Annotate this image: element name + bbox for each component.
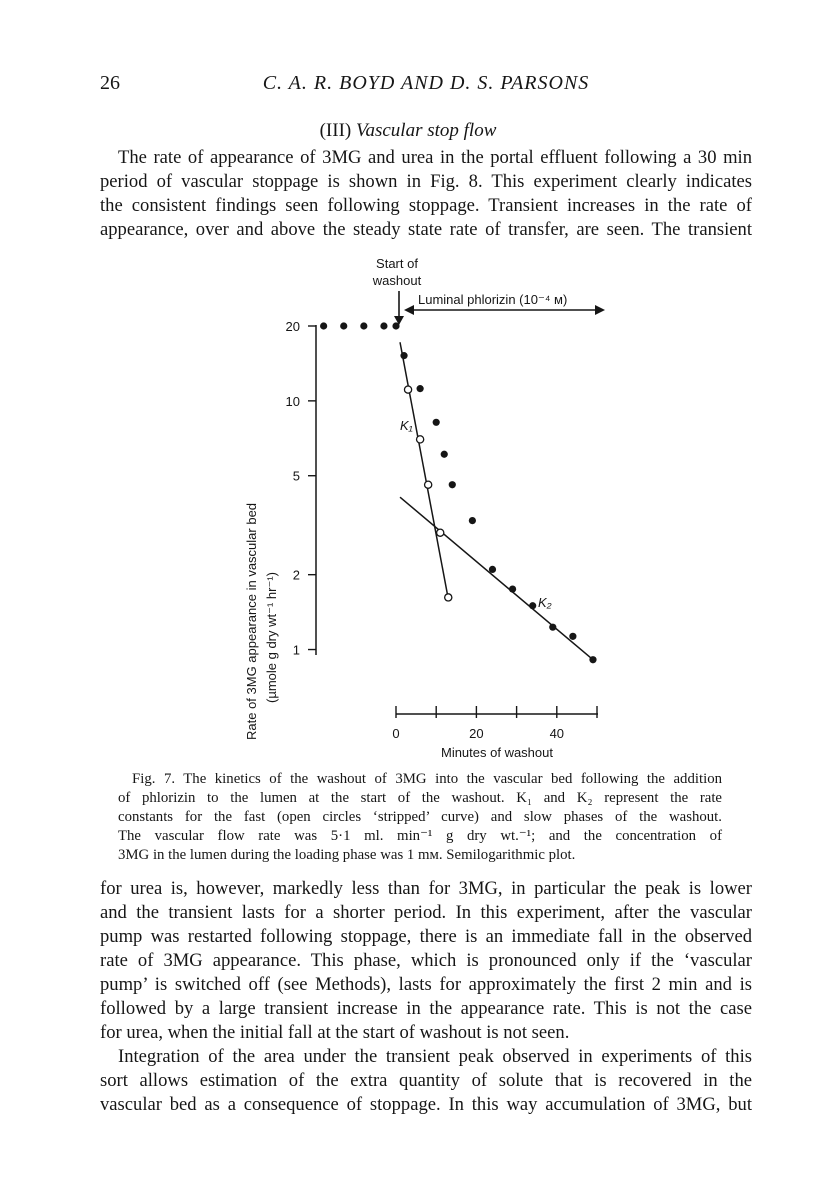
closed-circle-point bbox=[489, 566, 496, 573]
closed-circle-point bbox=[400, 352, 407, 359]
phlorizin-arrow-right-head bbox=[595, 305, 605, 315]
caption-line: The vascular flow rate was 5·1 ml. min⁻¹ g dry wt.⁻¹; and the concentration of bbox=[118, 828, 722, 844]
figure-caption bbox=[118, 770, 722, 865]
fit-lines bbox=[400, 342, 593, 659]
y-axis-label: Rate of 3MG appearance in vascular bed bbox=[244, 502, 259, 740]
closed-circle-point bbox=[469, 517, 476, 524]
y-axis bbox=[286, 319, 316, 658]
caption-line: 3MG in the lumen during the loading phase was 1 mᴍ. Semilogarithmic plot. bbox=[118, 847, 576, 863]
open-circle-point bbox=[417, 436, 424, 443]
chart-annotations bbox=[372, 256, 605, 610]
text-line: rate of 3MG appearance. This phase, which is pronounced only if the ‘vascular bbox=[100, 950, 752, 971]
section-heading bbox=[0, 120, 816, 142]
start-label-line2: washout bbox=[372, 273, 422, 288]
x-tick-label: 40 bbox=[549, 726, 565, 741]
open-circle-point bbox=[425, 481, 432, 488]
section-numeral: (III) bbox=[319, 120, 352, 141]
x-tick-label: 20 bbox=[469, 726, 484, 741]
fit-line-k2 bbox=[400, 497, 593, 660]
closed-circle-point bbox=[569, 633, 576, 640]
y-axis-units: (µmole g dry wt⁻¹ hr⁻¹) bbox=[264, 571, 279, 703]
text-line: for urea, when the initial fall at the start of washout is not seen. bbox=[100, 1022, 570, 1043]
running-header bbox=[100, 72, 752, 102]
section-title: Vascular stop flow bbox=[355, 120, 497, 141]
figure-7-chart bbox=[0, 250, 816, 760]
running-head-authors: C. A. R. BOYD AND D. S. PARSONS bbox=[262, 72, 590, 94]
phlorizin-arrow-left-head bbox=[404, 305, 414, 315]
caption-line: Fig. 7. The kinetics of the washout of 3MG into the vascular bed following the addition bbox=[132, 771, 722, 787]
closed-circle-point bbox=[433, 419, 440, 426]
y-tick-label: 10 bbox=[285, 393, 300, 409]
text-line: for urea is, however, markedly less than for 3MG, in particular the peak is lower bbox=[100, 878, 752, 899]
text-line: Integration of the area under the transient peak observed in experiments of this bbox=[118, 1046, 752, 1067]
fit-line-k1 bbox=[400, 342, 448, 598]
text-line: pump was restarted following stoppage, there is an immediate fall in the observed bbox=[100, 926, 752, 947]
closed-circle-point bbox=[529, 602, 536, 609]
text-line: followed by a large transient increase in the appearance rate. This is not the case bbox=[100, 998, 752, 1019]
open-circle-point bbox=[437, 529, 444, 536]
start-label-line1: Start of bbox=[376, 256, 418, 271]
caption-line: constants for the fast (open circles ‘stripped’ curve) and slow phases of the washout. bbox=[118, 809, 722, 825]
closed-circle-point bbox=[340, 322, 347, 329]
closed-circle-point bbox=[449, 481, 456, 488]
text-line: the consistent findings seen following stoppage. Transient increases in the rate of bbox=[100, 195, 752, 216]
x-axis bbox=[392, 706, 598, 760]
page-number: 26 bbox=[100, 72, 120, 94]
open-circle-point bbox=[404, 386, 411, 393]
caption-line: of phlorizin to the lumen at the start of the washout. K₁ and K₂ represent the rate bbox=[118, 790, 722, 806]
k1-label: K₁ bbox=[400, 418, 413, 433]
paragraph-bottom-1 bbox=[100, 877, 752, 1045]
closed-circle-point bbox=[509, 586, 516, 593]
phlorizin-label: Luminal phlorizin (10⁻⁴ ᴍ) bbox=[418, 292, 568, 307]
y-axis-label-group bbox=[244, 503, 279, 740]
x-axis-label: Minutes of washout bbox=[440, 745, 554, 760]
closed-circle-point bbox=[320, 322, 327, 329]
y-tick-label: 2 bbox=[292, 567, 300, 583]
text-line: and the transient lasts for a shorter period. In this experiment, after the vascular bbox=[100, 902, 752, 923]
closed-circle-point bbox=[380, 322, 387, 329]
y-tick-label: 20 bbox=[285, 319, 300, 334]
text-line: period of vascular stoppage is shown in Fig. 8. This experiment clearly indicates bbox=[100, 171, 752, 192]
text-line: The rate of appearance of 3MG and urea in the portal effluent following a 30 min bbox=[118, 147, 752, 168]
paragraph-bottom-2 bbox=[100, 1045, 752, 1117]
y-tick-label: 5 bbox=[292, 468, 300, 484]
k2-label: K₂ bbox=[538, 595, 552, 610]
text-line: vascular bed as a consequence of stoppage. In this way accumulation of 3MG, but bbox=[100, 1094, 752, 1115]
data-points bbox=[320, 322, 597, 663]
text-line: pump’ is switched off (see Methods), lasts for approximately the first 2 min and is bbox=[100, 974, 752, 995]
closed-circle-point bbox=[360, 322, 367, 329]
x-tick-label: 0 bbox=[392, 726, 400, 741]
text-line: sort allows estimation of the extra quantity of solute that is recovered in the bbox=[100, 1070, 752, 1091]
closed-circle-point bbox=[417, 385, 424, 392]
closed-circle-point bbox=[441, 451, 448, 458]
text-line: appearance, over and above the steady state rate of transfer, are seen. The transient bbox=[100, 219, 752, 240]
closed-circle-point bbox=[549, 624, 556, 631]
y-tick-label: 1 bbox=[292, 642, 300, 658]
paragraph-top bbox=[100, 146, 752, 242]
closed-circle-point bbox=[589, 656, 596, 663]
closed-circle-point bbox=[392, 322, 399, 329]
open-circle-point bbox=[445, 594, 452, 601]
